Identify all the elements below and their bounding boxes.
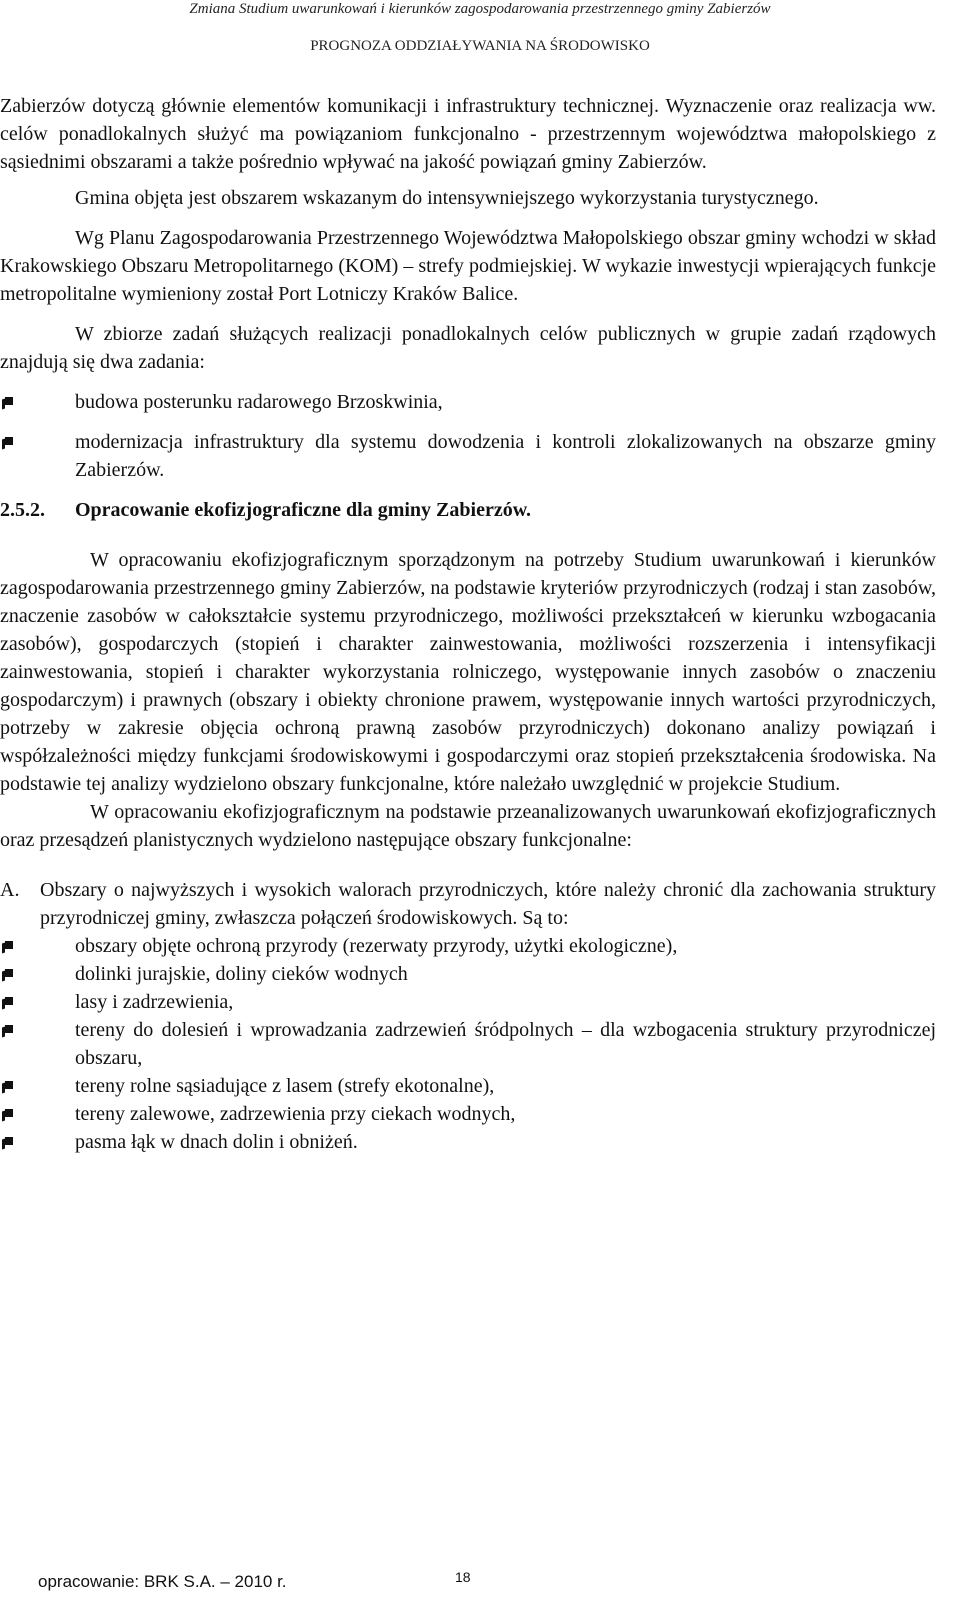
square-bullet-icon <box>2 939 14 953</box>
list-item-text: pasma łąk w dnach dolin i obniżeń. <box>75 1131 358 1153</box>
list-a-item <box>0 876 936 932</box>
running-header-subtitle: PROGNOZA ODDZIAŁYWANIA NA ŚRODOWISKO <box>310 38 650 54</box>
paragraph-1: Zabierzów dotyczą głównie elementów komunikacji i infrastruktury technicznej. Wyznaczenie oraz realizacja ww. celów ponadlokalnych służyć ma powiązaniom funkcjonalno - przestrzennym województwa małopolskiego z sąsiednimi obszarami a także pośrednio wpływać na jakość powiązań gminy Zabierzów. <box>0 95 936 173</box>
list-item <box>0 932 936 960</box>
footer-credit: opracowanie: BRK S.A. – 2010 r. <box>38 1572 287 1591</box>
paragraph-5: W opracowaniu ekofizjograficznym sporządzonym na potrzeby Studium uwarunkowań i kierunków zagospodarowania przestrzennego gminy Zabierzów, na podstawie kryteriów przyrodniczych (rodzaj i stan zasobów, znaczenie zasobów w całokształcie systemu przyrodniczego, możliwości przekształceń w kierunku wzbogacania zasobów), gospodarczych (stopień i charakter zainwestowania, możliwości rozszerzenia i intensyfikacji zainwestowania, stopień i charakter wykorzystania rolniczego, występowanie innych zasobów o znaczeniu gospodarczym) i prawnych (obszary i obiekty chronione prawem, występowanie innych wartości przyrodniczych, potrzeby w zakresie objęcia ochroną prawną zasobów przyrodniczych) dokonano analizy powiązań i współzależności między funkcjami środowiskowymi i gospodarczymi oraz stopień przekształcenia środowiska. Na podstawie tej analizy wydzielono obszary funkcjonalne, które należało uwzględnić w projekcie Studium. <box>0 549 936 795</box>
square-bullet-icon <box>2 1023 14 1037</box>
list-item <box>0 1100 936 1128</box>
list-item-text: dolinki jurajskie, doliny cieków wodnych <box>75 963 408 985</box>
list-item <box>0 388 936 416</box>
paragraph-6: W opracowaniu ekofizjograficznym na podstawie przeanalizowanych uwarunkowań ekofizjograficznych oraz przesądzeń planistycznych wydzielono następujące obszary funkcjonalne: <box>0 801 936 851</box>
page-number: 18 <box>455 1569 471 1585</box>
list-item-text: tereny zalewowe, zadrzewienia przy ciekach wodnych, <box>75 1103 516 1125</box>
square-bullet-icon <box>2 435 14 449</box>
list-item <box>0 1016 936 1072</box>
section-title: Opracowanie ekofizjograficzne dla gminy Zabierzów. <box>75 499 532 521</box>
list-item <box>0 428 936 484</box>
square-bullet-icon <box>2 1107 14 1121</box>
list-item-text: obszary objęte ochroną przyrody (rezerwaty przyrody, użytki ekologiczne), <box>75 935 678 957</box>
square-bullet-icon <box>2 995 14 1009</box>
list-item-text: budowa posterunku radarowego Brzoskwinia, <box>75 391 443 413</box>
square-bullet-icon <box>2 1079 14 1093</box>
square-bullet-icon <box>2 395 14 409</box>
paragraph-2: Gmina objęta jest obszarem wskazanym do intensywniejszego wykorzystania turystycznego. <box>75 187 819 209</box>
square-bullet-icon <box>2 967 14 981</box>
list-item <box>0 1128 936 1156</box>
list-item-text: tereny rolne sąsiadujące z lasem (strefy ekotonalne), <box>75 1075 495 1097</box>
list-item <box>0 988 936 1016</box>
list-a-label: A. <box>0 879 20 901</box>
paragraph-4: W zbiorze zadań służących realizacji ponadlokalnych celów publicznych w grupie zadań rządowych znajdują się dwa zadania: <box>0 323 936 373</box>
list-item <box>0 960 936 988</box>
square-bullet-icon <box>2 1135 14 1149</box>
list-item-text: modernizacja infrastruktury dla systemu dowodzenia i kontroli zlokalizowanych na obszarze gminy Zabierzów. <box>75 431 936 481</box>
document-body <box>0 92 936 1156</box>
paragraph-3: Wg Planu Zagospodarowania Przestrzennego Województwa Małopolskiego obszar gminy wchodzi w skład Krakowskiego Obszaru Metropolitarnego (KOM) – strefy podmiejskiej. W wykazie inwestycji wpierających funkcje metropolitalne wymieniony został Port Lotniczy Kraków Balice. <box>0 227 936 305</box>
list-item-text: lasy i zadrzewienia, <box>75 991 234 1013</box>
list-item <box>0 1072 936 1100</box>
running-header-title: Zmiana Studium uwarunkowań i kierunków zagospodarowania przestrzennego gminy Zabierzów <box>189 1 771 17</box>
section-heading <box>0 496 936 524</box>
list-a-text: Obszary o najwyższych i wysokich walorach przyrodniczych, które należy chronić dla zachowania struktury przyrodniczej gminy, zwłaszcza połączeń środowiskowych. Są to: <box>40 879 936 929</box>
section-number: 2.5.2. <box>0 499 45 521</box>
list-item-text: tereny do dolesień i wprowadzania zadrzewień śródpolnych – dla wzbogacenia struktury przyrodniczej obszaru, <box>75 1019 936 1069</box>
